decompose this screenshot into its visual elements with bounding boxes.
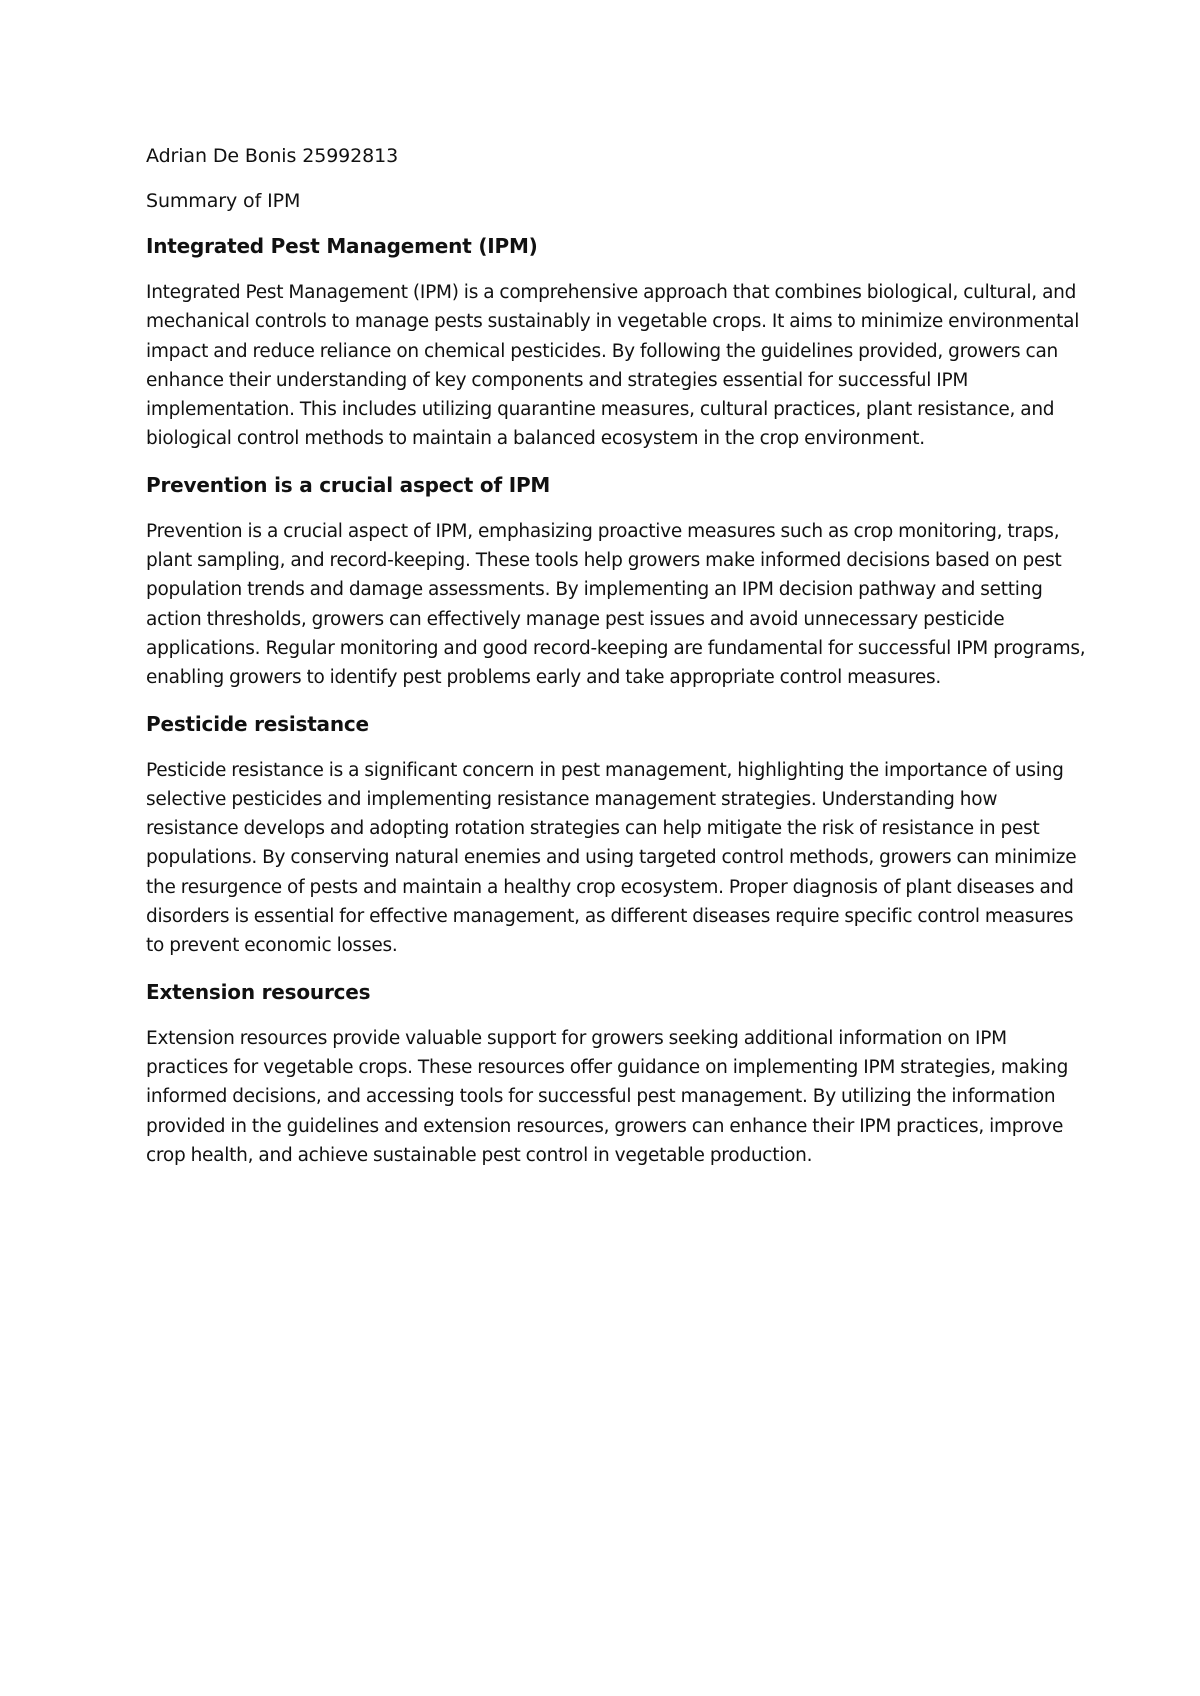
section-paragraph: Extension resources provide valuable support for growers seeking additional information on IPM practices for vegetable crops. These resources offer guidance on implementing IPM strategies, making informed decisions, and accessing tools for successful pest management. By utilizing the information provided in the guidelines and extension resources, growers can enhance their IPM practices, improve crop health, and achieve sustainable pest control in vegetable production.: [146, 1027, 1069, 1166]
section-ipm-overview: [146, 233, 1086, 454]
section-extension-resources: [146, 979, 1086, 1170]
section-paragraph: Pesticide resistance is a significant concern in pest management, highlighting the importance of using selective pesticides and implementing resistance management strategies. Understanding how resistance develops and adopting rotation strategies can help mitigate the risk of resistance in pest populations. By conserving natural enemies and using targeted control methods, growers can minimize the resurgence of pests and maintain a healthy crop ecosystem. Proper diagnosis of plant diseases and disorders is essential for effective management, as different diseases require specific control measures to prevent economic losses.: [146, 759, 1077, 957]
document-page: [146, 144, 1086, 1188]
section-prevention: [146, 472, 1086, 693]
section-paragraph: Prevention is a crucial aspect of IPM, emphasizing proactive measures such as crop monitoring, traps, plant sampling, and record-keeping. These tools help growers make informed decisions based on pest population trends and damage assessments. By implementing an IPM decision pathway and setting action thresholds, growers can effectively manage pest issues and avoid unnecessary pesticide applications. Regular monitoring and good record-keeping are fundamental for successful IPM programs, enabling growers to identify pest problems early and take appropriate control measures.: [146, 520, 1086, 689]
section-heading: Integrated Pest Management (IPM): [146, 234, 538, 258]
section-heading: Pesticide resistance: [146, 711, 369, 736]
section-pesticide-resistance: [146, 711, 1086, 961]
section-paragraph: Integrated Pest Management (IPM) is a comprehensive approach that combines biological, cultural, and mechanical controls to manage pests sustainably in vegetable crops. It aims to minimize environmental impact and reduce reliance on chemical pesticides. By following the guidelines provided, growers can enhance their understanding of key components and strategies essential for successful IPM implementation. This includes utilizing quarantine measures, cultural practices, plant resistance, and biological control methods to maintain a balanced ecosystem in the crop environment.: [146, 282, 1080, 450]
section-heading: Extension resources: [146, 979, 371, 1004]
author-line: Adrian De Bonis 25992813: [146, 145, 399, 167]
section-heading: Prevention is a crucial aspect of IPM: [146, 472, 551, 497]
document-subtitle: Summary of IPM: [146, 190, 301, 212]
